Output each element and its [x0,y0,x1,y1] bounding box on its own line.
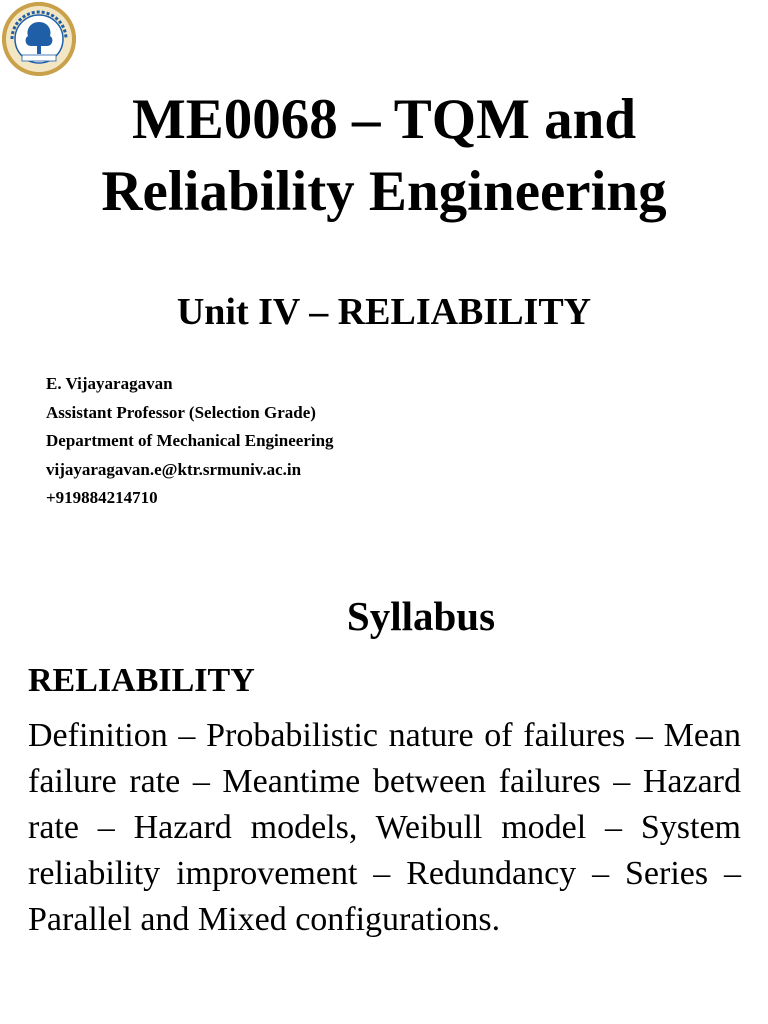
author-designation: Assistant Professor (Selection Grade) [46,402,316,422]
author-name: E. Vijayaragavan [46,374,173,393]
author-email: vijayaragavan.e@ktr.srmuniv.ac.in [46,459,302,479]
university-seal-icon [0,0,78,78]
title-line-1: ME0068 – TQM and [131,88,637,151]
presentation-title [0,84,768,228]
syllabus-body: Definition – Probabilistic nature of failures – Mean failure rate – Meantime between failures – Hazard rate – Hazard models, Weibull model – System reliability improvement – Redundancy – Series – Parallel and Mixed configurations. [28,717,741,938]
author-department: Department of Mechanical Engineering [46,431,334,450]
syllabus-heading: RELIABILITY [28,662,255,699]
author-phone: +919884214710 [46,488,158,507]
title-line-2: Reliability Engineering [101,160,667,223]
unit-subtitle: Unit IV – RELIABILITY [176,291,592,333]
author-block [46,370,334,513]
syllabus-title: Syllabus [346,593,496,639]
